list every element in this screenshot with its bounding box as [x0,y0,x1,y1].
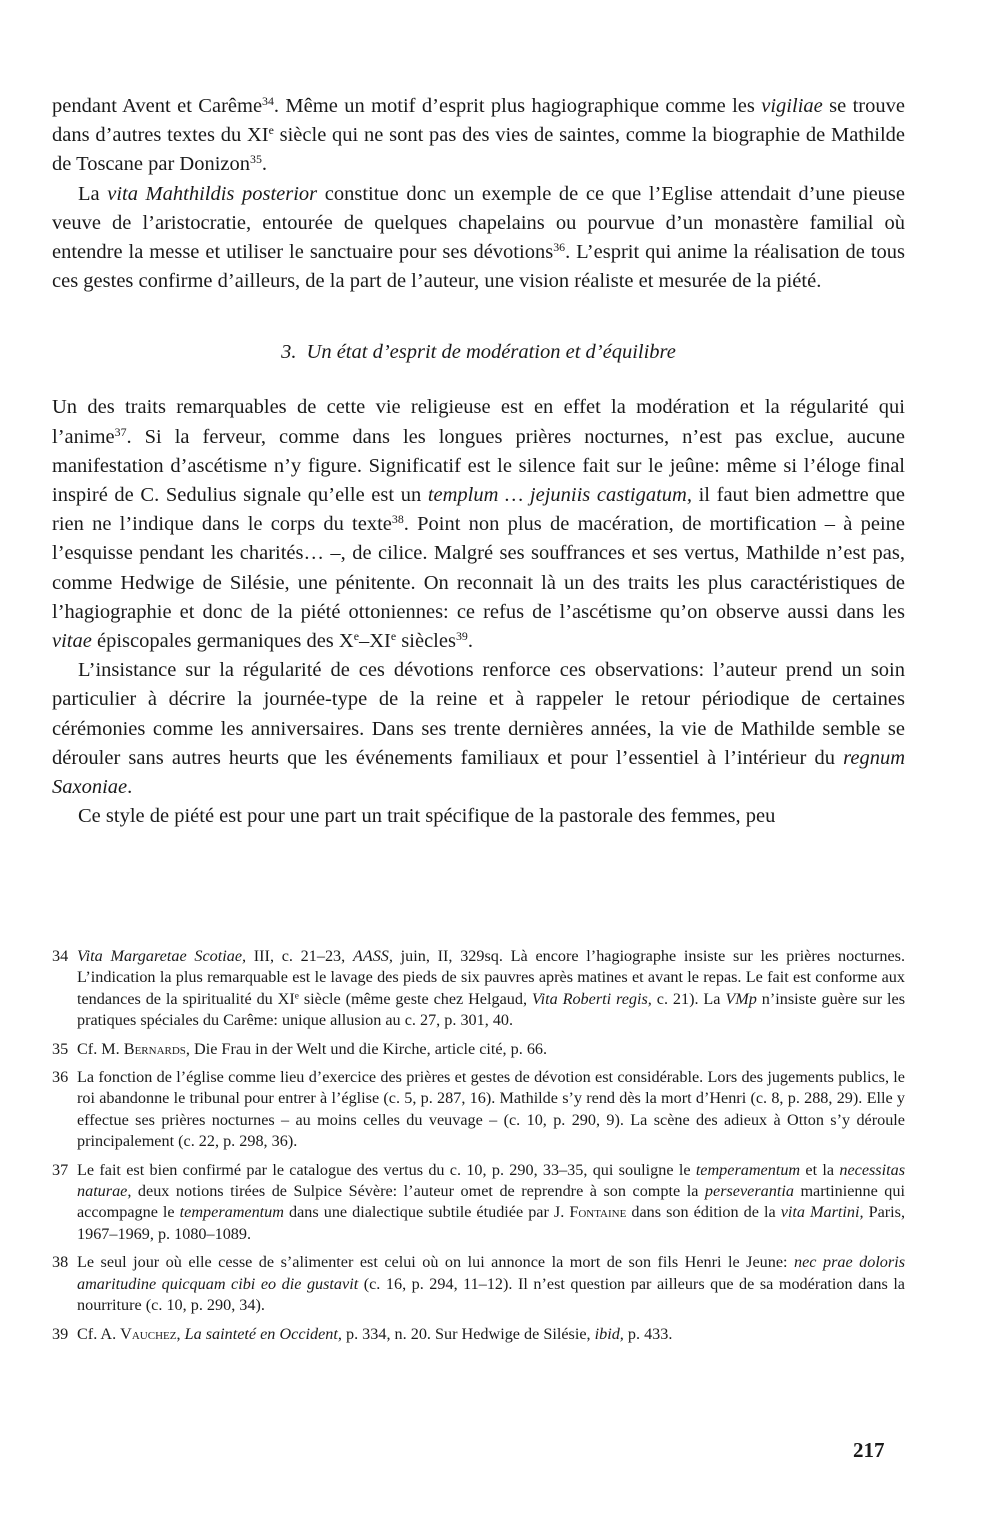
main-text [52,92,905,831]
text-run: . [261,153,267,176]
note-reference: 37 [114,424,127,439]
text-run: pendant Avent et Carême [52,95,263,117]
footnote [52,1067,905,1153]
text-run: (c. 16, p. 294, 11–12). Il n’est question par ailleurs que de sa modération dans la nourriture (c. 10, p. 290, 34). [77,1274,905,1315]
footnote-text [77,1039,905,1060]
italic-run: La sainteté en Occident, [184,1324,342,1343]
italic-run: templum … jejuniis castigatum, [427,484,692,507]
note-reference: 36 [553,239,566,254]
text-run: siècles [396,630,456,653]
italic-run: regnum Saxoniae [52,746,905,799]
footnote [52,1160,905,1246]
text-run: deux notions tirées de Sulpice Sévère: l’auteur omet de reprendre à son compte la [131,1182,705,1201]
text-run: il faut bien admettre que rien ne l’indique dans le corps du texte [52,484,905,536]
italic-run: vitae [52,630,92,653]
italic-run: AASS, [352,947,393,965]
text-run: –XI [359,630,391,653]
paragraph [52,656,905,802]
note-reference: e [294,991,299,1002]
footnote-text [77,1067,905,1153]
text-run: . Même un motif d’esprit plus hagiographique comme les [273,95,762,117]
author-name: Bernards [123,1039,186,1058]
paragraph [52,92,905,180]
footnote-number: 34 [52,947,69,965]
text-run: La fonction de l’église comme lieu d’exercice des prières et gestes de dévotion est considérable. Lors des jugements publics, le roi abandonne le tribunal pour entrer à l’église (c. 5, p. 287, 16). Mathilde s’y rend dès la mort d’Henri (c. 8, p. 288, 29). Elle y effectue ses prières nocturnes – au moins celles du veuvage – (c. 10, p. 290, 9). La scène des adieux à Otton s’y déroule principalement (c. 22, p. 298, 36). [77,1068,905,1151]
section-title: Un état d’esprit de modération et d’équilibre [306,341,676,364]
italic-run: Vita Margaretae Scotiae, [77,947,247,965]
text-run: . L’esprit qui anime la réalisation de tous ces gestes confirme d’ailleurs, de la part de l’auteur, une vision réaliste et mesurée de la piété. [52,241,905,293]
text-run: Le fait est bien confirmé par le catalogue des vertus du c. 10, p. 290, 33–35, qui souligne le [77,1160,696,1179]
text-run: Ce style de piété est pour une part un trait spécifique de la pastorale des femmes, peu [78,805,776,828]
section-heading [52,338,905,367]
text-run: siècle qui ne sont pas des vies de saintes, comme la biographie de Mathilde de Toscane par Donizon [52,124,905,176]
note-reference: 39 [455,628,468,643]
footnote-number: 35 [52,1039,69,1058]
italic-run: perseverantia [704,1182,794,1201]
text-run: dans son édition de la [626,1203,781,1222]
text-run: constitue donc un exemple de ce que l’Eglise attendait d’une pieuse veuve de l’aristocratie, entourée de quelques chapelains ou pourvue d’un monastère familial où entendre la messe et utiliser le sanctuaire pour ses dévotions [52,182,905,264]
italic-run: VMp [725,989,757,1008]
text-run: siècle (même geste chez Helgaud, [298,989,532,1008]
text-run: épiscopales germaniques des X [91,630,354,653]
text-run: . Si la ferveur, comme dans les longues prières nocturnes, n’est pas exclue, aucune manifestation d’ascétisme n’y figure. Significatif est le silence fait sur le jeûne: même si l’éloge final inspiré de C. Sedulius signale qu’elle est un [52,425,905,507]
footnote-text [77,1324,905,1345]
italic-run: nec prae doloris amaritudine quicquam cibi eo die gustavit [77,1253,906,1293]
italic-run: vigiliae [761,95,823,117]
section-number: 3. [281,341,297,364]
text-run: Un des traits remarquables de cette vie religieuse est en effet la modération et la régularité qui l’anime [52,396,905,448]
text-run: c. 21). La [651,989,726,1008]
text-run: L’insistance sur la régularité de ces dévotions renforce ces observations: l’auteur prend un soin particulier à décrire la journée-type de la reine et à rappeler le retour périodique de certaines cérémonies comme les anniversaires. Dans ses trente dernières années, la vie de Mathilde semble se dérouler sans autres heurts que les événements familiaux et pour l’essentiel à l’intérieur du [52,659,905,769]
italic-run: vita Mahthildis posterior [107,182,318,205]
text-run: Cf. M. [77,1039,124,1058]
footnote-text [77,1252,905,1316]
footnote [52,1324,905,1345]
italic-run: necessitas naturae, [77,1160,905,1201]
paragraph [52,180,905,297]
note-reference: e [390,628,397,643]
text-run: et la [800,1160,840,1179]
text-run: p. 433. [623,1324,673,1343]
text-run: . [467,630,473,653]
paragraph [52,393,905,656]
text-run: . Point non plus de macération, de mortification – à peine l’esquisse pendant les charités… –, de cilice. Malgré ses souffrances et ses vertus, Mathilde n’est pas, comme Hedwige de Silésie, une pénitente. On reconnait là un des traits les plus caractéristiques de l’hagiographie et donc de la piété ottoniennes: ce refus de l’ascétisme qu’on observe aussi dans les [52,513,905,623]
text-run: Paris, 1967–1969, p. 1080–1089. [77,1203,905,1243]
text-run: dans une dialectique subtile étudiée par J. [283,1203,570,1222]
text-run: n’insiste guère sur les pratiques spéciales du Carême: unique allusion au c. 27, p. 301, 40. [77,989,905,1030]
text-run: martinienne qui accompagne le [77,1182,905,1222]
footnote-text [77,946,905,1032]
note-reference: e [353,628,359,643]
note-reference: 38 [391,512,404,527]
italic-run: ibid, [594,1324,624,1343]
italic-run: temperamentum [695,1160,801,1179]
body-text [52,92,905,831]
footnote [52,1039,905,1060]
footnote-number: 38 [52,1253,69,1272]
text-run: . [127,776,133,799]
footnote [52,1252,905,1316]
note-reference: 35 [250,152,262,167]
italic-run: temperamentum [179,1203,284,1222]
italic-run: Vita Roberti regis, [531,989,652,1008]
text-run: La [78,182,108,205]
author-name: Vauchez [120,1324,177,1343]
text-run: p. 334, n. 20. Sur Hedwige de Silésie, [341,1324,595,1343]
note-reference: e [268,123,274,138]
paragraph [52,802,905,831]
footnote-number: 39 [52,1324,69,1343]
note-reference: 34 [262,93,274,108]
footnote [52,946,905,1032]
italic-run: vita Martini, [780,1203,864,1222]
author-name: Fontaine [569,1203,627,1222]
text-run: juin, II, 329sq. Là encore l’hagiographe insiste sur les prières nocturnes. L’indication la plus remarquable est le lavage des pieds de six pauvres après matines et avant le repas. Le fait est conforme aux tendances de la spiritualité du XI [77,947,905,1008]
footnote-text [77,1160,905,1246]
text-run: Cf. A. [77,1324,121,1343]
footnote-number: 36 [52,1068,69,1087]
text-run: se trouve dans d’autres textes du XI [52,95,905,147]
footnote-number: 37 [52,1160,69,1179]
page-number: 217 [853,1438,885,1462]
footnotes [52,946,905,1352]
text-run: , Die Frau in der Welt und die Kirche, article cité, p. 66. [185,1039,548,1058]
text-run: III, c. 21–23, [246,947,353,965]
text-run: , [176,1324,185,1343]
text-run: Le seul jour où elle cesse de s’alimenter est celui où on lui annonce la mort de son fils Henri le Jeune: [77,1253,795,1272]
